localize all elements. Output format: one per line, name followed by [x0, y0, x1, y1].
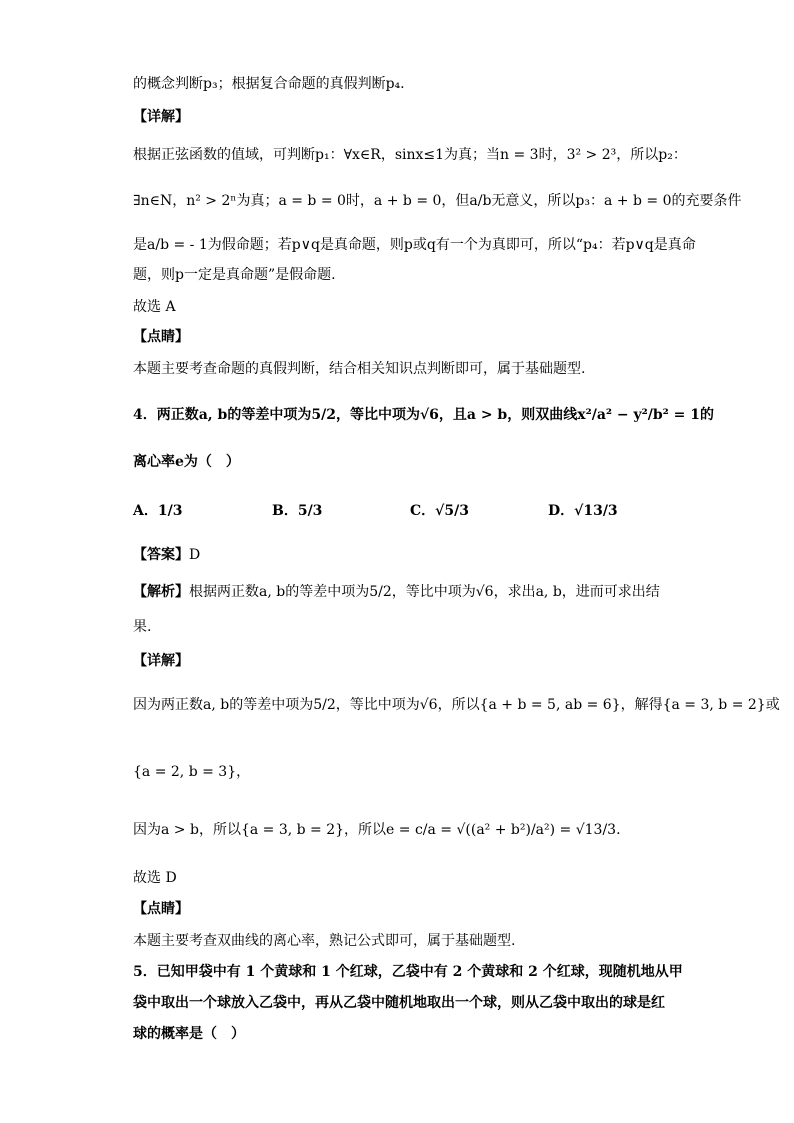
text-line: 故选 A — [133, 299, 176, 315]
option-a: A．1/3 — [133, 503, 183, 519]
question-stem: 袋中取出一个球放入乙袋中，再从乙袋中随机地取出一个球，则从乙袋中取出的球是红 — [133, 995, 665, 1011]
question-stem: 离心率e为（ ） — [133, 454, 240, 470]
text-line: 是a/b = - 1为假命题；若p∨q是真命题，则p或q有一个为真即可，所以“p₄：若p∨q是真命 — [133, 237, 696, 253]
text-line: 故选 D — [133, 870, 177, 886]
analysis-text: 根据两正数a, b的等差中项为5/2，等比中项为√6，求出a, b，进而可求出结 — [189, 584, 660, 600]
text-line: {a = 2, b = 3}， — [133, 764, 251, 780]
question-stem: 球的概率是（ ） — [133, 1026, 245, 1042]
text-line: 本题主要考查命题的真假判断，结合相关知识点判断即可，属于基础题型. — [133, 361, 586, 377]
question-stem: 5．已知甲袋中有 1 个黄球和 1 个红球，乙袋中有 2 个黄球和 2 个红球，现随机地从甲 — [133, 964, 683, 980]
text-line: 本题主要考查双曲线的离心率，熟记公式即可，属于基础题型. — [133, 933, 516, 949]
section-heading-detail: 【详解】 — [133, 653, 189, 669]
answer-value: D — [189, 547, 201, 563]
text-line: 因为a > b，所以{a = 3, b = 2}，所以e = c/a = √((a² + b²)/a²) = √13/3. — [133, 822, 621, 838]
text-line: ∃n∈N，n² > 2ⁿ为真；a = b = 0时，a + b = 0，但a/b无意义，所以p₃：a + b = 0的充要条件 — [133, 193, 742, 209]
option-c: C．√5/3 — [410, 503, 469, 519]
section-heading-comment: 【点睛】 — [133, 329, 189, 345]
text-line: 根据正弦函数的值域，可判断p₁：∀x∈R，sinx≤1为真；当n = 3时，3² > 2³，所以p₂： — [133, 147, 687, 163]
analysis-line — [133, 585, 660, 599]
answer-label: 【答案】 — [133, 547, 189, 563]
text-line: 果. — [133, 619, 152, 635]
text-line: 的概念判断p₃；根据复合命题的真假判断p₄. — [133, 76, 405, 92]
section-heading-detail: 【详解】 — [133, 109, 189, 125]
answer-line — [133, 548, 200, 562]
option-d: D．√13/3 — [548, 503, 618, 519]
question-stem: 4．两正数a, b的等差中项为5/2，等比中项为√6，且a > b，则双曲线x²/a² − y²/b² = 1的 — [133, 407, 715, 423]
analysis-label: 【解析】 — [133, 584, 189, 600]
section-heading-comment: 【点睛】 — [133, 901, 189, 917]
option-b: B．5/3 — [272, 503, 323, 519]
text-line: 题，则p一定是真命题”是假命题. — [133, 267, 336, 283]
text-line: 因为两正数a, b的等差中项为5/2，等比中项为√6，所以{a + b = 5, ab = 6}，解得{a = 3, b = 2}或 — [133, 697, 780, 713]
